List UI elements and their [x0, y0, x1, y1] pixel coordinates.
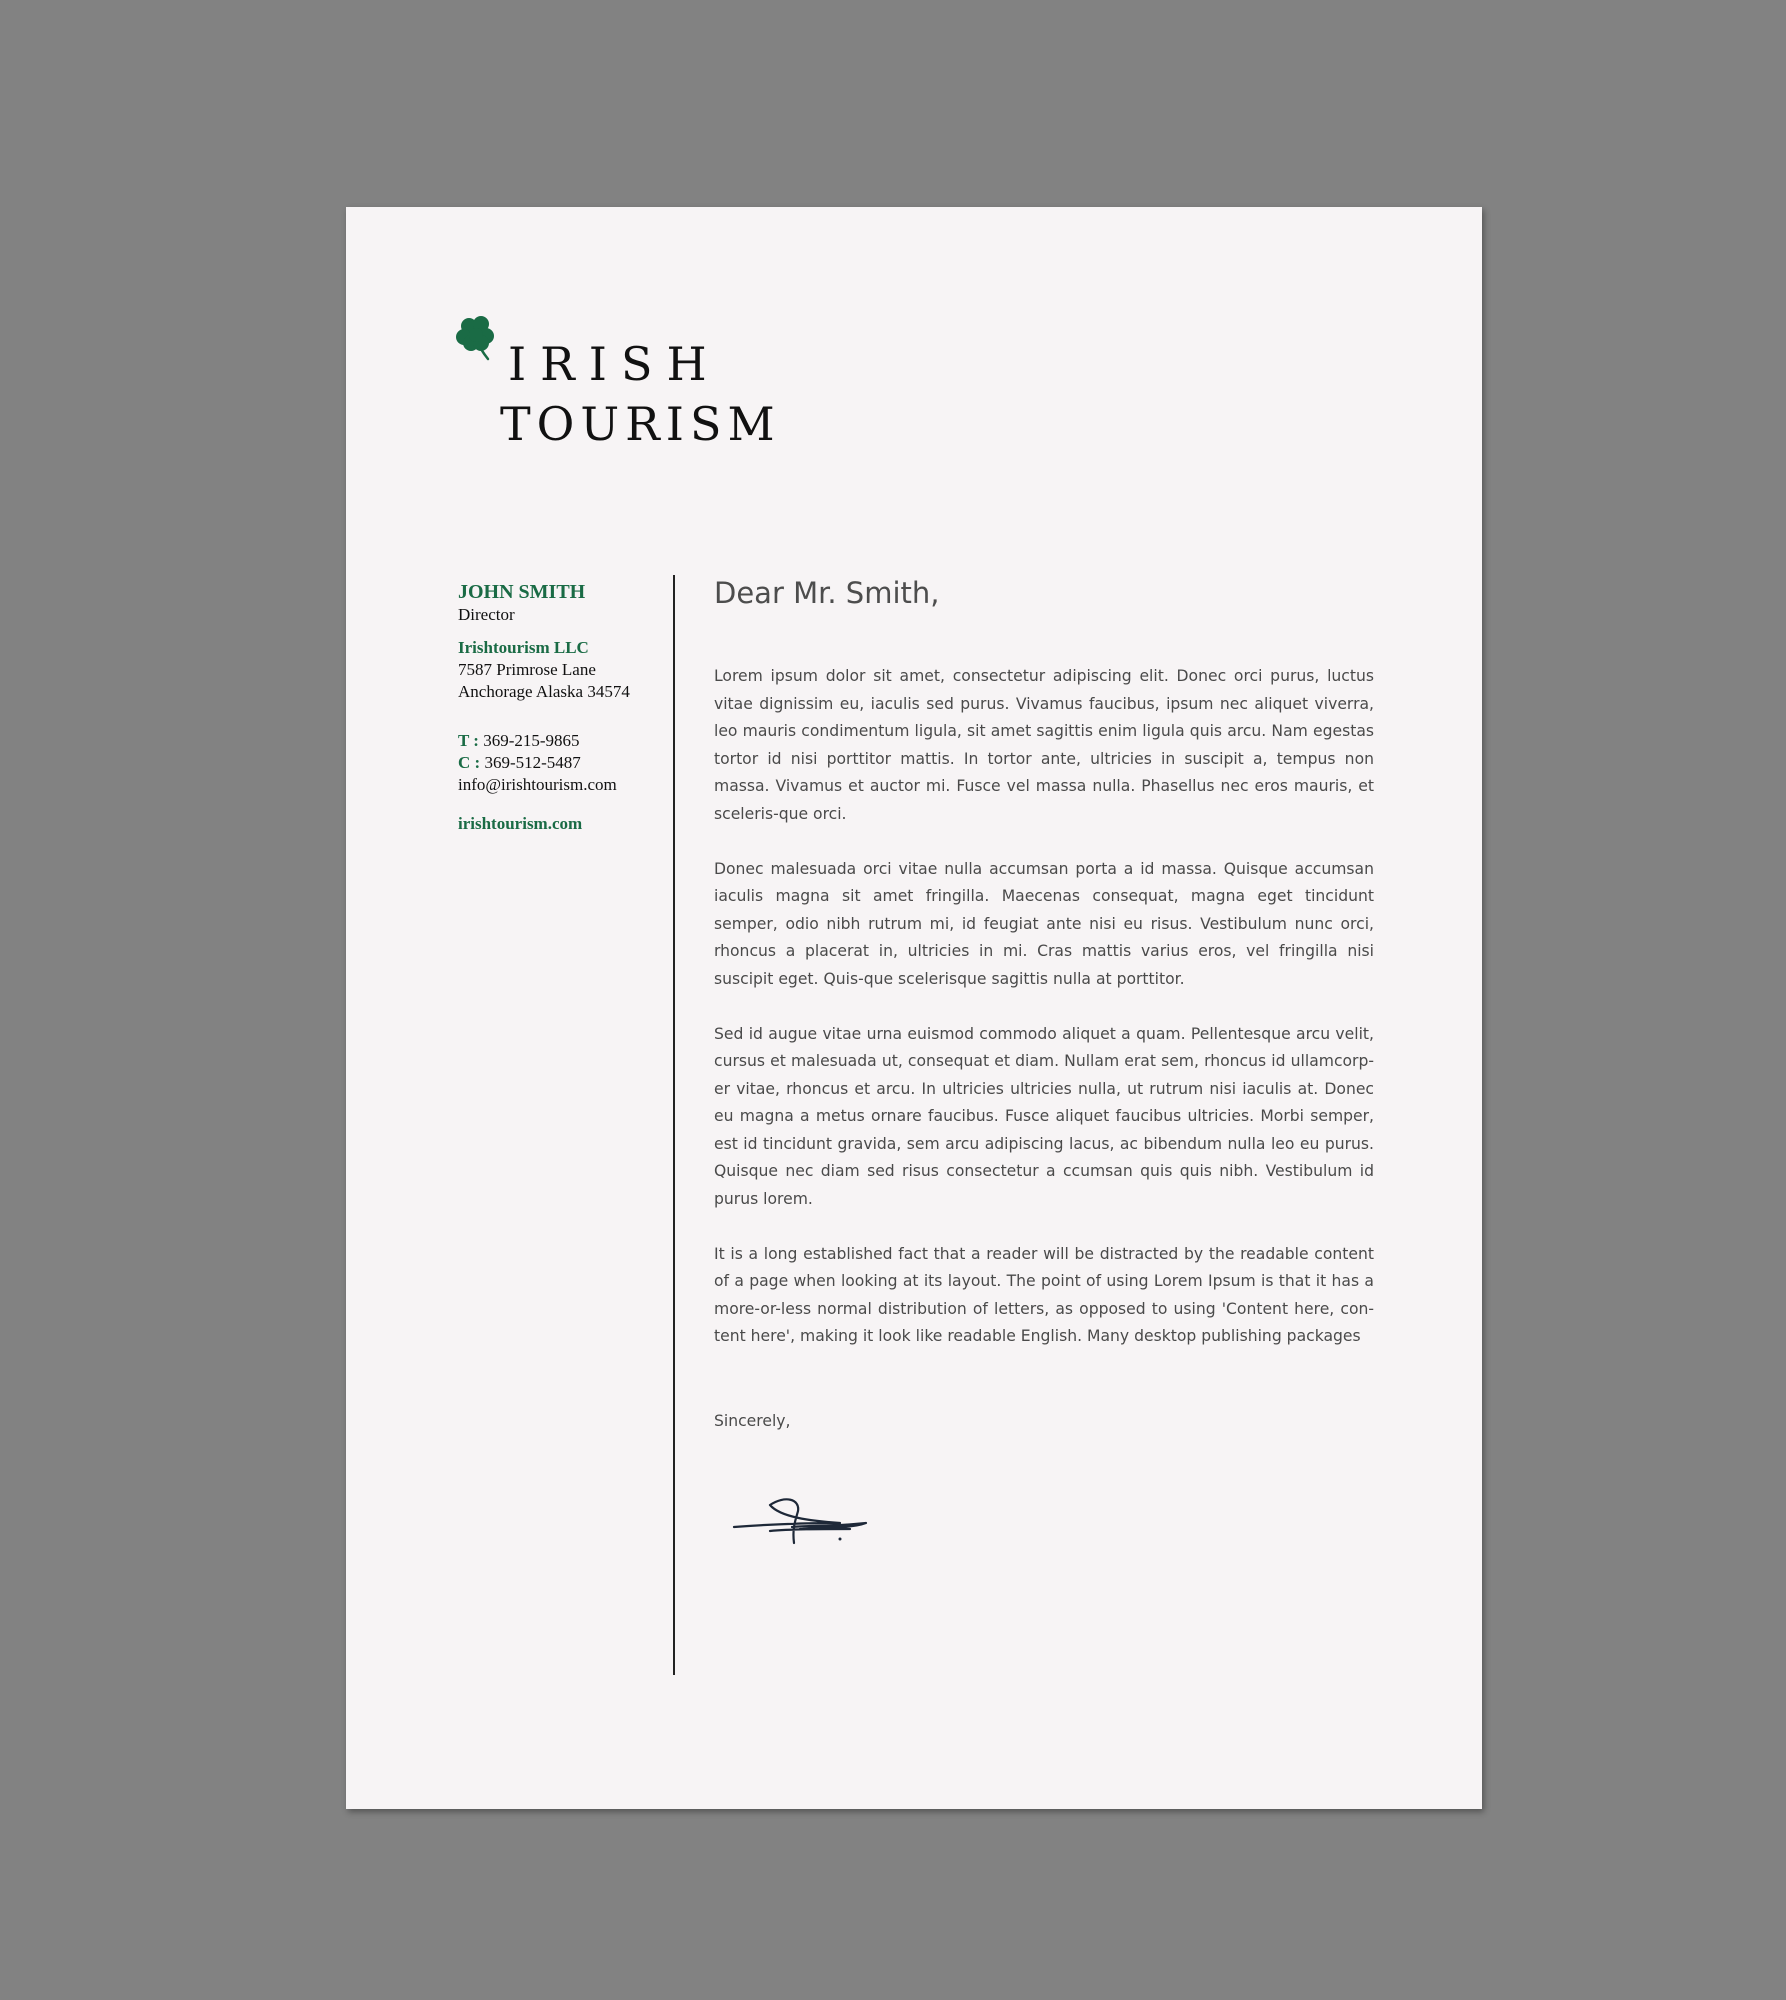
- cell-label: C :: [458, 753, 481, 772]
- vertical-divider: [673, 575, 675, 1675]
- sender-details: [458, 580, 658, 835]
- shamrock-icon: [454, 315, 498, 361]
- logo-text-line1: IRISH: [508, 337, 721, 391]
- website-link[interactable]: irishtourism.com: [458, 814, 583, 833]
- address-line2: Anchorage Alaska 34574: [458, 682, 630, 701]
- salutation: Dear Mr. Smith,: [714, 576, 940, 610]
- sender-title: Director: [458, 605, 515, 624]
- phone-number: 369-215-9865: [483, 731, 580, 750]
- cell-row: [458, 752, 658, 774]
- paragraph-3: Sed id augue vitae urna euismod commodo aliquet a quam. Pellentesque arcu velit, cursus et malesuada ut, consequat et diam. Nullam erat sem, rhoncus id ullamcorp-er vitae, rhoncus et arcu. In ultricies ultricies nulla, ut rutrum nisi iaculis at. Donec eu magna a metus ornare faucibus. Fusce aliquet faucibus ultricies. Morbi semper, est id tincidunt gravida, sem arcu adipiscing lacus, ac bibendum nulla leo eu purus. Quisque nec diam sed risus consectetur a ccumsan quis quis nibh. Vestibulum id purus lorem.: [714, 1024, 1374, 1208]
- cell-number: 369-512-5487: [484, 753, 581, 772]
- letter-body: [714, 573, 1374, 1435]
- paragraph-2: Donec malesuada orci vitae nulla accumsan porta a id massa. Quisque accumsan iaculis magna sit amet fringilla. Maecenas consequat, magna eget tincidunt semper, odio nibh rutrum mi, id feugiat ante nisi eu risus. Vestibulum nunc orci, rhoncus a placerat in, ultricies in mi. Cras mattis varius eros, vel fringilla nisi suscipit eget. Quis-que scelerisque sagittis nulla at porttitor.: [714, 859, 1374, 988]
- closing: Sincerely,: [714, 1411, 791, 1430]
- sender-name: JOHN SMITH: [458, 581, 586, 603]
- phone-row: [458, 730, 658, 752]
- company-logo: [454, 315, 814, 455]
- phone-label: T :: [458, 731, 479, 750]
- paragraph-1: Lorem ipsum dolor sit amet, consectetur adipiscing elit. Donec orci purus, luctus vitae dignissim eu, iaculis sed purus. Vivamus faucibus, ipsum nec aliquet viverra, leo mauris condimentum ligula, sit amet sagittis enim ligula quis arcu. Nam egestas tortor id nisi porttitor mattis. In tortor ante, ultricies in suscipit a, tempus non massa. Vivamus et auctor mi. Fusce vel massa nulla. Phasellus nec eros mauris, et sceleris-que orci.: [714, 667, 1374, 823]
- logo-text-line2: TOURISM: [500, 397, 781, 451]
- company-name: Irishtourism LLC: [458, 638, 589, 657]
- address-line1: 7587 Primrose Lane: [458, 660, 596, 679]
- email-link[interactable]: info@irishtourism.com: [458, 775, 617, 794]
- paragraph-4: It is a long established fact that a reader will be distracted by the readable content of a page when looking at its layout. The point of using Lorem Ipsum is that it has a more-or-less normal distribution of letters, as opposed to using 'Content here, con-tent here', making it look like readable English. Many desktop publishing packages: [714, 1244, 1374, 1345]
- letterhead-page: [346, 207, 1482, 1809]
- signature: [730, 1487, 890, 1567]
